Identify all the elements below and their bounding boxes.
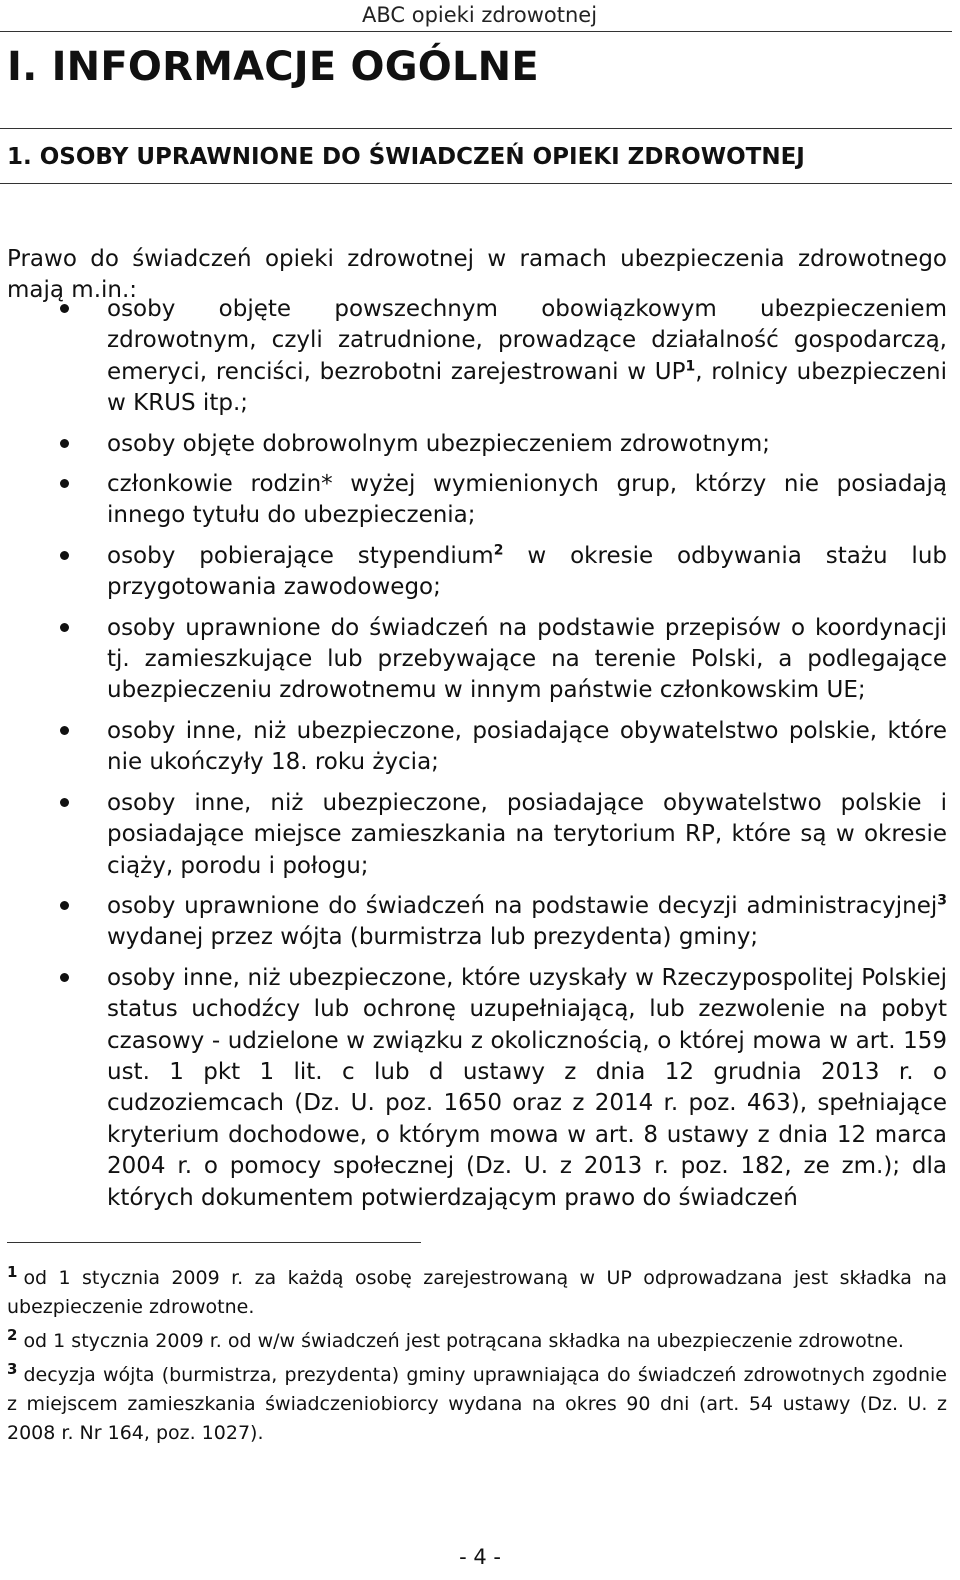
list-item-text-cont: wydanej przez wójta (burmistrza lub prezydenta) gminy; — [107, 924, 759, 951]
footnote — [7, 1327, 947, 1356]
list-item-text: osoby inne, niż ubezpieczone, które uzyskały w Rzeczypospolitej Polskiej status uchodźcy lub ochronę uzupełniającą, lub zezwolenie na pobyt czasowy - udzielone w związku z okolicznością, o której mowa w art. 159 ust. 1 pkt 1 lit. c lub d ustawy z dnia 12 grudnia 2013 r. o cudzoziemcach (Dz. U. poz. 1650 oraz z 2014 r. poz. 463), spełniające kryterium dochodowe, o którym mowa w art. 8 ustawy z dnia 12 marca 2004 r. o pomocy społecznej (Dz. U. z 2013 r. poz. 182, ze zm.); dla których dokumentem potwierdzającym prawo do świadczeń — [107, 964, 947, 1211]
list-item-text: osoby inne, niż ubezpieczone, posiadające obywatelstwo polskie, które nie ukończyły 18. roku życia; — [107, 717, 947, 776]
bullet-icon — [60, 623, 69, 632]
section-title: 1. OSOBY UPRAWNIONE DO ŚWIADCZEŃ OPIEKI ZDROWOTNEJ — [7, 144, 805, 170]
list-item-text: osoby inne, niż ubezpieczone, posiadające obywatelstwo polskie i posiadające miejsce zamieszkania na terytorium RP, które są w okresie ciąży, porodu i połogu; — [107, 789, 947, 879]
intro-paragraph: Prawo do świadczeń opieki zdrowotnej w ramach ubezpieczenia zdrowotnego mają m.in.: — [7, 246, 947, 303]
footnote-mark: 2 — [7, 1325, 18, 1344]
footnote-text: od 1 stycznia 2009 r. od w/w świadczeń jest potrącana składka na ubezpieczenie zdrowotne. — [23, 1330, 904, 1352]
footnote-ref: 1 — [685, 358, 696, 375]
footnote-separator — [7, 1242, 421, 1243]
footnote-mark: 3 — [7, 1359, 18, 1378]
footnote-text: decyzja wójta (burmistrza, prezydenta) gminy uprawniająca do świadczeń zdrowotnych zgodnie z miejscem zamieszkania świadczeniobiorcy wydana na okres 90 dni (art. 54 ustawy (Dz. U. z 2008 r. Nr 164, poz. 1027). — [7, 1364, 947, 1444]
chapter-title: I. INFORMACJE OGÓLNE — [7, 44, 539, 90]
header-rule — [0, 31, 952, 32]
eligibility-list — [0, 294, 952, 1223]
footnotes — [7, 1264, 947, 1453]
bullet-icon — [60, 551, 69, 560]
bullet-icon — [60, 973, 69, 982]
list-item — [0, 613, 947, 707]
footnote — [7, 1361, 947, 1448]
bullet-icon — [60, 304, 69, 313]
list-item-text: członkowie rodzin* wyżej wymienionych grup, którzy nie posiadają innego tytułu do ubezpieczenia; — [107, 471, 947, 529]
list-item-text-cont: , rolnicy ubezpieczeni w KRUS itp.; — [107, 358, 947, 417]
list-item — [0, 294, 947, 420]
running-header: ABC opieki zdrowotnej — [362, 3, 598, 27]
list-item — [0, 716, 947, 779]
page-number: - 4 - — [459, 1545, 501, 1569]
list-item — [0, 963, 947, 1214]
list-item-text-cont: w okresie odbywania stażu lub przygotowania zawodowego; — [107, 542, 948, 601]
list-item — [0, 469, 947, 532]
list-item — [0, 429, 947, 460]
bullet-icon — [60, 726, 69, 735]
footnote-text: od 1 stycznia 2009 r. za każdą osobę zarejestrowaną w UP odprowadzana jest składka na ubezpieczenie zdrowotne. — [7, 1267, 947, 1318]
footnote-ref: 2 — [493, 542, 504, 559]
list-item — [0, 891, 947, 954]
bullet-icon — [60, 479, 69, 488]
list-item-text: osoby pobierające stypendium — [107, 542, 494, 569]
list-item — [0, 788, 947, 882]
bullet-icon — [60, 798, 69, 807]
bullet-icon — [60, 439, 69, 448]
chapter-rule — [0, 128, 952, 129]
list-item-text: osoby objęte powszechnym obowiązkowym ubezpieczeniem zdrowotnym, czyli zatrudnione, prowadzące działalność gospodarczą, emeryci, renciści, bezrobotni zarejestrowani w UP — [107, 296, 947, 385]
bullet-icon — [60, 901, 69, 910]
list-item-text: osoby uprawnione do świadczeń na podstawie przepisów o koordynacji tj. zamieszkujące lub przebywające na terenie Polski, a podlegające ubezpieczeniu zdrowotnemu w innym państwie członkowskim UE; — [107, 614, 947, 704]
list-item-text: osoby objęte dobrowolnym ubezpieczeniem zdrowotnym; — [107, 430, 770, 457]
footnote-mark: 1 — [7, 1262, 18, 1281]
list-item — [0, 541, 947, 604]
section-rule — [0, 183, 952, 184]
footnote — [7, 1264, 947, 1322]
list-item-text: osoby uprawnione do świadczeń na podstawie decyzji administracyjnej — [107, 892, 938, 919]
footnote-ref: 3 — [937, 892, 947, 909]
